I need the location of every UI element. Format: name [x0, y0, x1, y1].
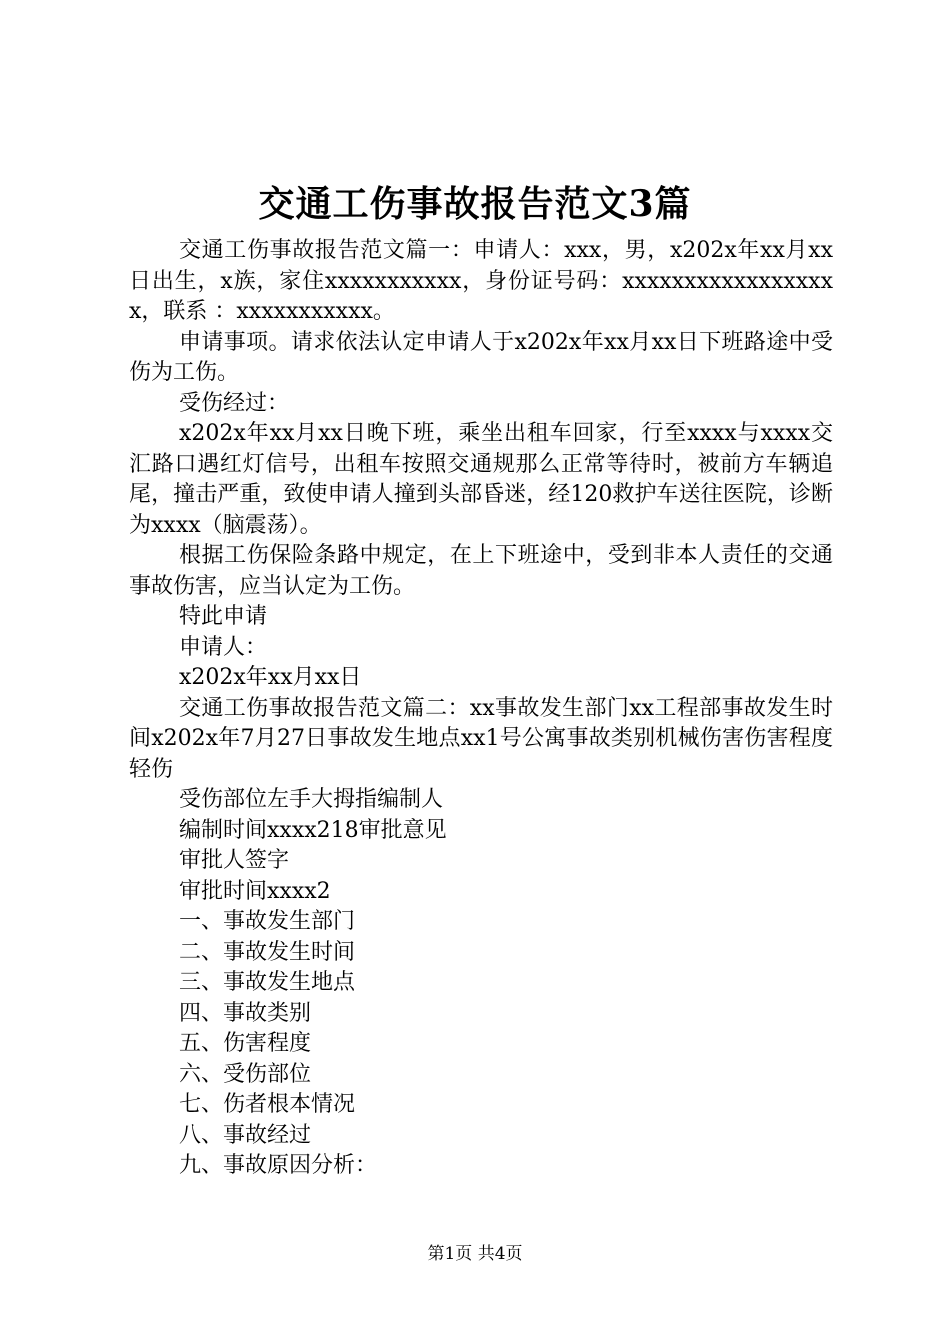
paragraph: 根据工伤保险条路中规定，在上下班途中，受到非本人责任的交通事故伤害，应当认定为工伤。: [129, 543, 833, 599]
document-body: [129, 236, 833, 1182]
paragraph: 审批时间xxxx2: [179, 878, 331, 904]
paragraph: 申请事项。请求依法认定申请人于x202x年xx月xx日下班路途中受伤为工伤。: [129, 329, 833, 385]
paragraph: 八、事故经过: [179, 1122, 312, 1148]
paragraph: 特此申请: [179, 604, 268, 629]
paragraph: 交通工伤事故报告范文篇二：xx事故发生部门xx工程部事故发生时间x202x年7月27日事故发生地点xx1号公寓事故类别机械伤害伤害程度轻伤: [129, 695, 833, 782]
paragraph: 七、伤者根本情况: [179, 1092, 356, 1117]
paragraph: x202x年xx月xx日晚下班，乘坐出租车回家，行至xxxx与xxxx交汇路口遇红灯信号，出租车按照交通规那么正常等待时，被前方车辆追尾，撞击严重，致使申请人撞到头部昏迷，经120救护车送往医院，诊断为xxxx（脑震荡）。: [129, 421, 833, 538]
paragraph: 二、事故发生时间: [179, 939, 356, 965]
paragraph: 受伤经过：: [179, 390, 290, 416]
paragraph: 九、事故原因分析：: [179, 1153, 378, 1178]
document-title: 交通工伤事故报告范文3篇: [258, 183, 692, 225]
paragraph: 申请人：: [179, 634, 268, 660]
paragraph: 五、伤害程度: [179, 1031, 312, 1056]
paragraph: 受伤部位左手大拇指编制人: [179, 787, 444, 812]
paragraph: 六、受伤部位: [179, 1061, 312, 1087]
page-number-footer: 第1页 共4页: [427, 1244, 523, 1264]
paragraph: 审批人签字: [179, 848, 290, 873]
paragraph: x202x年xx月xx日: [179, 665, 362, 690]
paragraph: 一、事故发生部门: [179, 909, 356, 934]
paragraph: 三、事故发生地点: [179, 970, 356, 995]
paragraph: 交通工伤事故报告范文篇一：申请人：xxx，男，x202x年xx月xx日出生，x族，家住xxxxxxxxxxx，身份证号码：xxxxxxxxxxxxxxxxxx，联系 ：xxxxxxxxxxx。: [129, 238, 833, 324]
paragraph: 编制时间xxxx218审批意见: [179, 817, 447, 843]
paragraph: 四、事故类别: [179, 1000, 312, 1026]
